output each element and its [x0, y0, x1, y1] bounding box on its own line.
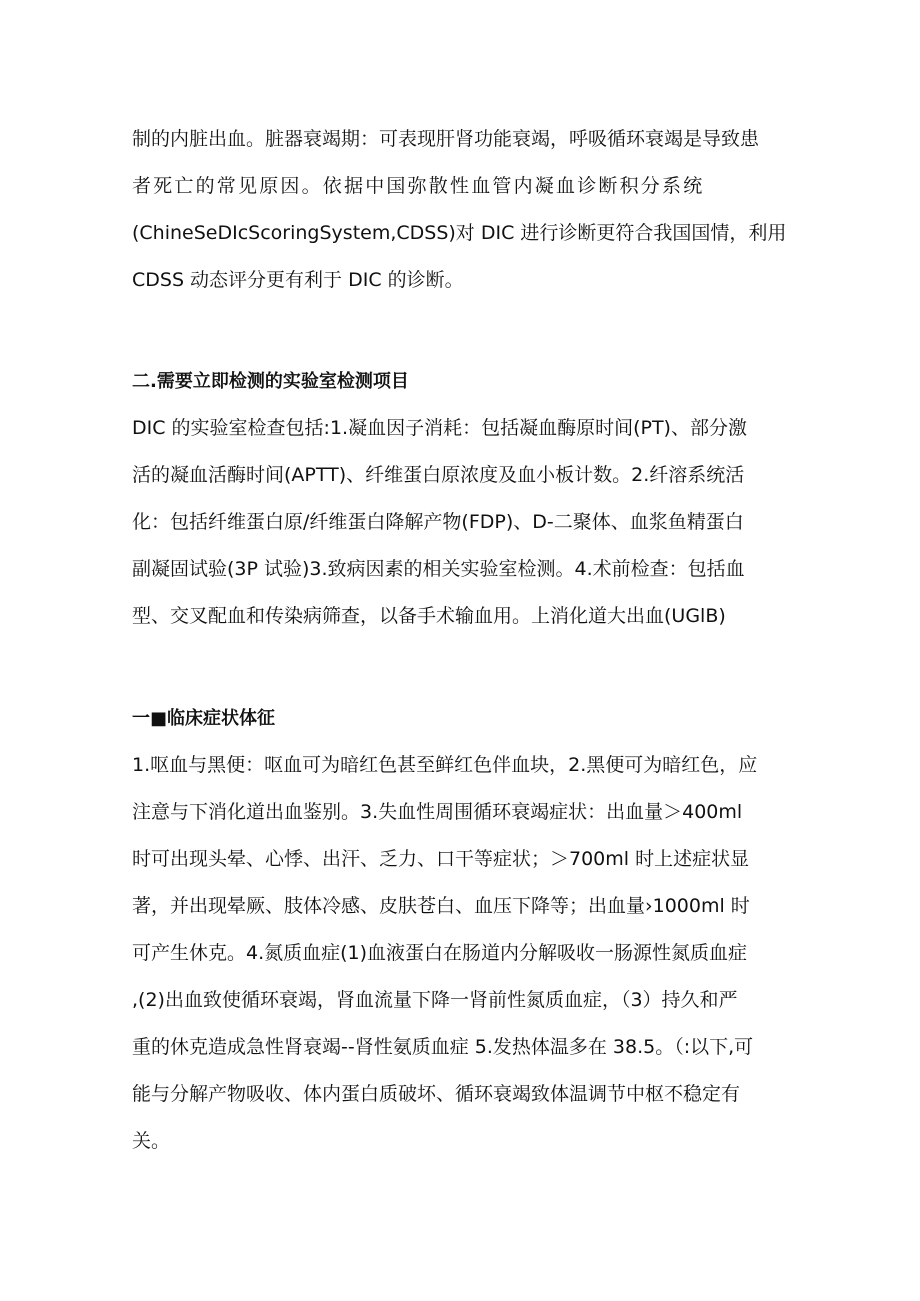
- text-line: 可产生休克。4.氮质血症(1)血液蛋白在肠道内分解吸收一肠源性氮质血症: [132, 942, 748, 964]
- text-line: 能与分解产物吸收、体内蛋白质破坏、循环衰竭致体温调节中枢不稳定有: [132, 1083, 741, 1105]
- text-line: 时可出现头晕、心悸、出汗、乏力、口干等症状；＞700ml 时上述症状显: [132, 848, 750, 870]
- text-line: 关。: [132, 1130, 171, 1152]
- text-line: 型、交叉配血和传染病筛查，以备手术输血用。上消化道大出血(UGlB): [132, 605, 726, 627]
- text-line: ,(2)出血致使循环衰竭，肾血流量下降一肾前性氮质血症，（3）持久和严: [132, 989, 738, 1011]
- paragraph-dic-stages: [132, 116, 792, 304]
- section-heading: 二.需要立即检测的实验室检测项目: [132, 371, 409, 392]
- text-line: 活的凝血活酶时间(APTT)、纤维蛋白原浓度及血小板计数。2.纤溶系统活: [132, 464, 745, 486]
- section-heading: 一■临床症状体征: [132, 708, 276, 729]
- text-line: CDSS 动态评分更有利于 DIC 的诊断。: [132, 269, 464, 291]
- text-line: 著，并出现晕厥、肢体冷感、皮肤苍白、血压下降等；出血量›1000ml 时: [132, 895, 750, 917]
- text-line: 1.呕血与黑便：呕血可为暗红色甚至鲜红色伴血块，2.黑便可为暗红色，应: [132, 754, 758, 776]
- text-line: DIC 的实验室检查包括:1.凝血因子消耗：包括凝血酶原时间(PT)、部分激: [132, 417, 747, 439]
- text-line: 化：包括纤维蛋白原/纤维蛋白降解产物(FDP)、D-二聚体、血浆鱼精蛋白: [132, 511, 744, 533]
- text-line: 者死亡的常见原因。依据中国弥散性血管内凝血诊断积分系统: [132, 175, 705, 197]
- text-line: 重的休克造成急性肾衰竭--肾性氨质血症 5.发热体温多在 38.5。（:以下,可: [132, 1036, 754, 1058]
- text-line: 注意与下消化道出血鉴别。3.失血性周围循环衰竭症状：出血量＞400ml: [132, 801, 743, 823]
- section-lab-tests: [132, 358, 792, 640]
- text-line: 副凝固试验(3P 试验)3.致病因素的相关实验室检测。4.术前检查：包括血: [132, 558, 745, 580]
- text-line: (ChineSeDIcScoringSystem,CDSS)对 DIC 进行诊断更符合我国国情，利用: [132, 222, 787, 244]
- section-clinical-signs: [132, 695, 792, 1165]
- text-line: 制的内脏出血。脏器衰竭期：可表现肝肾功能衰竭，呼吸循环衰竭是导致患: [132, 128, 760, 150]
